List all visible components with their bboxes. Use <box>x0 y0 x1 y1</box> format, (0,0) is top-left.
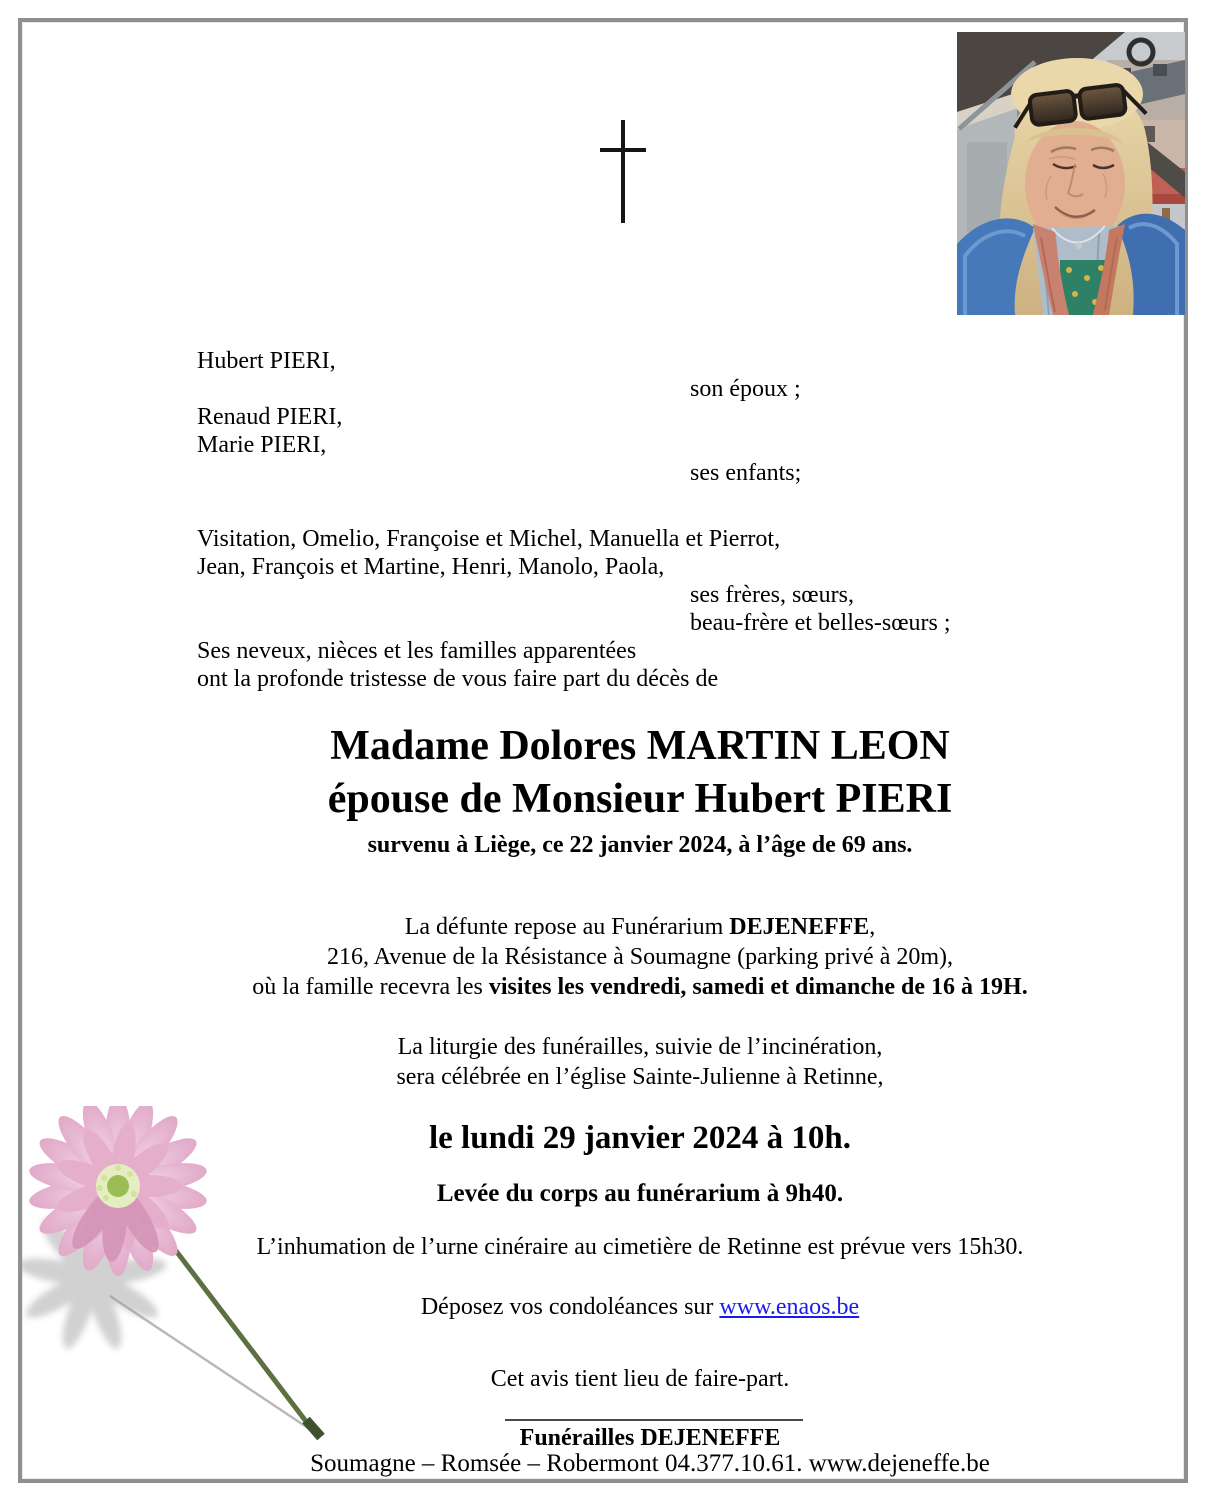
deceased-name-line2: épouse de Monsieur Hubert PIERI <box>327 776 953 822</box>
repose-line1: La défunte repose au Funérarium DEJENEFFE, <box>404 914 876 940</box>
family-line: Renaud PIERI, <box>197 404 343 430</box>
footer-funeral-home: Funérailles DEJENEFFE <box>519 1425 781 1451</box>
family-line: Marie PIERI, <box>197 432 327 458</box>
death-details: survenu à Liège, ce 22 janvier 2024, à l’âge de 69 ans. <box>367 832 913 858</box>
relation-line: beau-frère et belles-sœurs ; <box>690 610 951 636</box>
memorial-cross-icon <box>600 148 646 152</box>
relation-line: ses frères, sœurs, <box>690 582 854 608</box>
repose-address: 216, Avenue de la Résistance à Soumagne (parking privé à 20m), <box>326 944 954 970</box>
relation-line: ses enfants; <box>690 460 802 486</box>
family-line: Hubert PIERI, <box>197 348 336 374</box>
funeral-home-name: DEJENEFFE <box>729 914 870 940</box>
deceased-name-line1: Madame Dolores MARTIN LEON <box>330 723 950 769</box>
footer-contact: Soumagne – Romsée – Robermont 04.377.10.61. www.dejeneffe.be <box>310 1450 990 1477</box>
enaos-link[interactable]: www.enaos.be <box>719 1294 860 1320</box>
flower-illustration <box>18 1106 340 1454</box>
family-line: Visitation, Omelio, Françoise et Michel, Manuella et Pierrot, <box>197 526 781 552</box>
family-line: Ses neveux, nièces et les familles apparentées <box>197 638 637 664</box>
relation-line: son époux ; <box>690 376 801 402</box>
portrait-photo <box>957 32 1185 315</box>
ceremony-date: le lundi 29 janvier 2024 à 10h. <box>428 1120 852 1156</box>
liturgy-line2: sera célébrée en l’église Sainte-Julienne à Retinne, <box>396 1064 884 1090</box>
notice-line: Cet avis tient lieu de faire-part. <box>490 1366 790 1392</box>
footer-divider <box>505 1419 803 1421</box>
inhumation-line: L’inhumation de l’urne cinéraire au cimetière de Retinne est prévue vers 15h30. <box>256 1234 1024 1260</box>
repose-line1-text: La défunte repose au Funérarium <box>404 914 730 940</box>
family-line: Jean, François et Martine, Henri, Manolo, Paola, <box>197 554 665 580</box>
levee-line: Levée du corps au funérarium à 9h40. <box>436 1180 844 1207</box>
liturgy-line1: La liturgie des funérailles, suivie de l’incinération, <box>397 1034 883 1060</box>
memorial-cross-icon <box>621 120 625 223</box>
visit-hours: visites les vendredi, samedi et dimanche de 16 à 19H. <box>488 974 1028 1000</box>
announcement-line: ont la profonde tristesse de vous faire part du décès de <box>197 666 719 692</box>
condolences-line: Déposez vos condoléances sur www.enaos.be <box>420 1294 860 1320</box>
visits-line: où la famille recevra les visites les vendredi, samedi et dimanche de 16 à 19H. <box>252 974 1028 1000</box>
